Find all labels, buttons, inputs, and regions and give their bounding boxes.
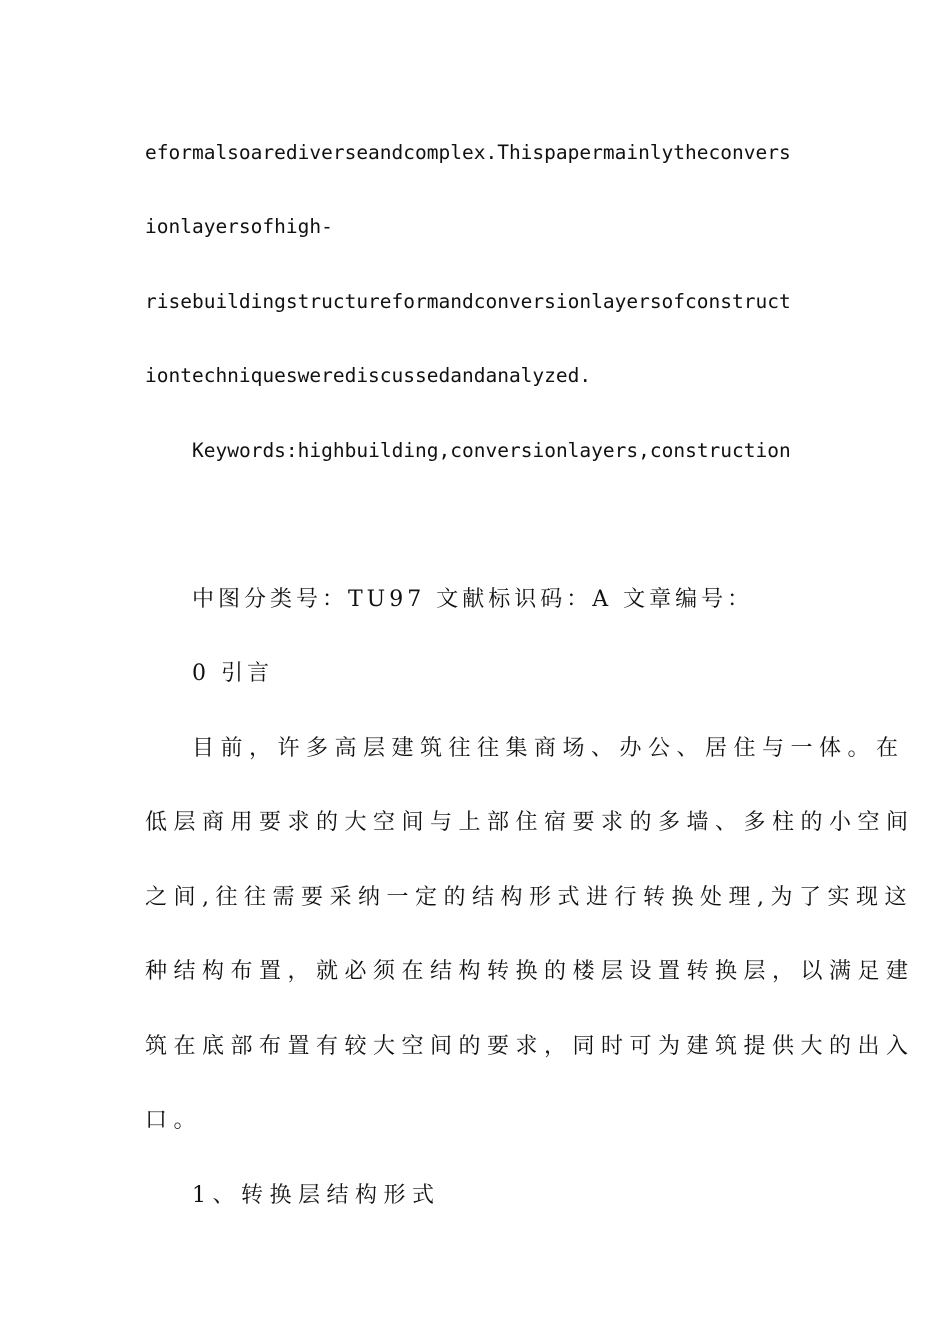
section-0-paragraph-line-6: 口。 — [145, 1108, 203, 1133]
abstract-line-2: ionlayersofhigh- — [145, 215, 333, 238]
section-1-heading: 1、转换层结构形式 — [192, 1183, 441, 1208]
abstract-line-1: eformalsoarediverseandcomplex.Thispapermainlytheconvers — [145, 141, 791, 164]
section-0-paragraph-line-3: 之间,往往需要采纳一定的结构形式进行转换处理,为了实现这 — [145, 885, 913, 910]
keywords-line: Keywords:highbuilding,conversionlayers,construction — [192, 439, 791, 462]
section-0-paragraph-line-4: 种结构布置，就必须在结构转换的楼层设置转换层，以满足建 — [145, 959, 915, 984]
section-0-paragraph-line-2: 低层商用要求的大空间与上部住宿要求的多墙、多柱的小空间 — [145, 810, 915, 835]
abstract-line-4: iontechniqueswerediscussedandanalyzed. — [145, 364, 592, 387]
section-0-paragraph-line-5: 筑在底部布置有较大空间的要求，同时可为建筑提供大的出入 — [145, 1034, 915, 1059]
classification-line: 中图分类号：TU97 文献标识码：A 文章编号： — [192, 587, 754, 612]
abstract-line-3: risebuildingstructureformandconversionlayersofconstruct — [145, 290, 791, 313]
section-0-paragraph-line-1: 目前，许多高层建筑往往集商场、办公、居住与一体。在 — [192, 736, 905, 761]
section-0-heading: 0 引言 — [192, 661, 273, 686]
